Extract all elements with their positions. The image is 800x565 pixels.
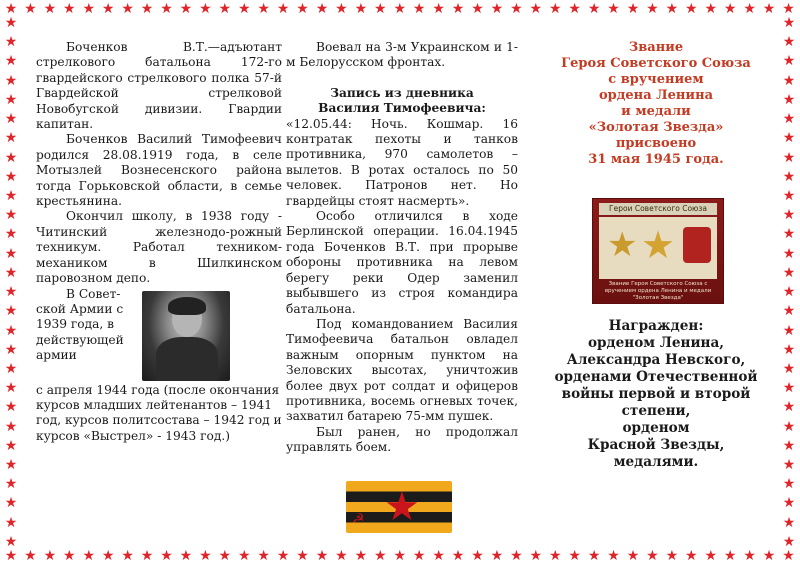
border-star-icon: ★ (4, 15, 18, 31)
award-line: войны первой и второй (561, 386, 751, 402)
border-star-icon: ★ (782, 168, 796, 185)
border-star-icon: ★ (121, 548, 134, 564)
photo-block (36, 287, 282, 383)
border-star-icon: ★ (432, 548, 445, 564)
border-star-icon: ★ (529, 548, 543, 564)
border-star-icon: ★ (4, 91, 18, 108)
bio-paragraph-2: Боченков Василий Тимофеевич родился 28.08.1919 года, в селе Мотызлей Вознесенского района тогда Горьковской области, в семье крестьянина. (36, 132, 282, 209)
border-star-icon: ★ (4, 533, 18, 550)
border-star-icon: ★ (4, 322, 18, 339)
border-star-icon: ★ (762, 1, 776, 17)
border-star-icon: ★ (101, 548, 115, 564)
border-star-icon: ★ (4, 245, 18, 262)
border-star-icon: ★ (4, 1, 18, 17)
border-star-icon: ★ (4, 111, 18, 128)
border-star-icon: ★ (160, 548, 173, 564)
border-star-icon: ★ (587, 1, 601, 17)
border-star-icon: ★ (335, 1, 348, 17)
border-star-icon: ★ (704, 1, 718, 17)
diary-heading-1: Запись из дневника (330, 85, 474, 100)
border-star-icon: ★ (782, 34, 796, 51)
border-star-icon: ★ (665, 548, 679, 564)
wounded-paragraph: Был ранен, но продолжал управлять боем. (286, 424, 518, 455)
border-star-icon: ★ (762, 548, 776, 564)
border-star-icon: ★ (704, 548, 718, 564)
border-star-icon: ★ (140, 548, 154, 564)
border-star-icon: ★ (782, 341, 796, 358)
border-star-icon: ★ (179, 548, 193, 564)
border-star-icon: ★ (82, 1, 96, 17)
border-star-icon: ★ (4, 53, 18, 70)
st-george-ribbon-emblem (346, 481, 452, 533)
title-line: 31 мая 1945 года. (588, 152, 724, 167)
portrait-photo (142, 291, 230, 381)
award-line: орденом Ленина, (587, 335, 725, 351)
border-star-icon: ★ (432, 1, 445, 17)
border-star-icon: ★ (782, 91, 796, 108)
medal-card-header: Герои Советского Союза (599, 203, 717, 215)
title-line: Героя Советского Союза (561, 56, 751, 71)
berlin-paragraph: Особо отличился в ходе Берлинской операции. 16.04.1945 года Боченков В.Т. при прорыве обороны противника на левом берегу реки Одер заменил выбывшего из строя командира батальона. (286, 209, 518, 316)
order-of-lenin-icon (683, 227, 711, 263)
border-star-icon: ★ (393, 1, 407, 17)
bottom-star-border (0, 549, 800, 565)
border-star-icon: ★ (4, 418, 18, 435)
award-line: Красной Звезды, (587, 437, 725, 453)
border-star-icon: ★ (4, 476, 18, 493)
border-star-icon: ★ (782, 53, 796, 70)
award-line: медалями. (613, 454, 699, 470)
border-star-icon: ★ (4, 437, 18, 454)
border-star-icon: ★ (4, 341, 18, 358)
border-star-icon: ★ (354, 548, 368, 564)
award-line: орденами Отечественной (554, 369, 758, 385)
border-star-icon: ★ (723, 1, 737, 17)
medals-image (592, 198, 724, 304)
title-line: и медали (621, 104, 691, 119)
border-star-icon: ★ (296, 1, 309, 17)
border-star-icon: ★ (4, 399, 18, 416)
border-star-icon: ★ (24, 548, 37, 564)
border-star-icon: ★ (529, 1, 543, 17)
border-star-icon: ★ (782, 533, 796, 550)
border-star-icon: ★ (4, 548, 18, 564)
left-star-border (3, 16, 19, 549)
border-star-icon: ★ (451, 1, 465, 17)
border-star-icon: ★ (393, 548, 407, 564)
border-star-icon: ★ (374, 548, 387, 564)
border-star-icon: ★ (4, 495, 18, 512)
border-star-icon: ★ (4, 168, 18, 185)
border-star-icon: ★ (782, 149, 796, 166)
border-star-icon: ★ (471, 548, 484, 564)
border-star-icon: ★ (510, 1, 523, 17)
hammer-sickle-icon: ☭ (352, 511, 365, 527)
border-star-icon: ★ (43, 1, 57, 17)
border-star-icon: ★ (257, 548, 270, 564)
border-star-icon: ★ (685, 1, 698, 17)
border-star-icon: ★ (63, 1, 76, 17)
border-star-icon: ★ (4, 34, 18, 51)
border-star-icon: ★ (237, 548, 251, 564)
border-star-icon: ★ (587, 548, 601, 564)
border-star-icon: ★ (782, 476, 796, 493)
border-star-icon: ★ (218, 1, 232, 17)
gold-star-medal-icon: ★ (641, 223, 676, 267)
border-star-icon: ★ (782, 264, 796, 281)
border-star-icon: ★ (782, 457, 796, 474)
border-star-icon: ★ (782, 284, 796, 301)
title-line: «Золотая Звезда» (588, 120, 724, 135)
border-star-icon: ★ (782, 399, 796, 416)
gold-star-medal-icon: ★ (607, 225, 638, 265)
title-line: с вручением (608, 72, 704, 87)
border-star-icon: ★ (743, 548, 756, 564)
border-star-icon: ★ (276, 548, 290, 564)
border-star-icon: ★ (782, 111, 796, 128)
biography-column (36, 40, 282, 444)
border-star-icon: ★ (199, 548, 212, 564)
border-star-icon: ★ (374, 1, 387, 17)
border-star-icon: ★ (510, 548, 523, 564)
army-text: В Совет-ской Армии с 1939 года, в действующей армии (36, 286, 124, 363)
award-line: степени, (621, 403, 691, 419)
border-star-icon: ★ (82, 548, 96, 564)
border-star-icon: ★ (685, 548, 698, 564)
border-star-icon: ★ (782, 360, 796, 377)
border-star-icon: ★ (4, 380, 18, 397)
border-star-icon: ★ (782, 207, 796, 224)
border-star-icon: ★ (237, 1, 251, 17)
award-line: орденом (622, 420, 690, 436)
border-star-icon: ★ (24, 1, 37, 17)
bio-paragraph-3: Окончил школу, в 1938 году - Читинский железнодо-рожный техникум. Работал техником-механиком в Шилкинском паровозном депо. (36, 209, 282, 286)
border-star-icon: ★ (412, 1, 426, 17)
border-star-icon: ★ (782, 495, 796, 512)
title-line: ордена Ленина (598, 88, 714, 103)
border-star-icon: ★ (782, 514, 796, 531)
hero-title (538, 40, 774, 168)
top-star-border (0, 2, 800, 18)
border-star-icon: ★ (782, 418, 796, 435)
bio-paragraph-1: Боченков В.Т.—адъютант стрелкового батальона 172-го гвардейского стрелкового полка 57-й Гвардейской стрелковой Новобугской дивизии. Гвардии капитан. (36, 40, 282, 132)
border-star-icon: ★ (199, 1, 212, 17)
border-star-icon: ★ (4, 187, 18, 204)
border-star-icon: ★ (490, 548, 504, 564)
border-star-icon: ★ (782, 322, 796, 339)
border-star-icon: ★ (782, 1, 795, 17)
medal-card-caption: Звание Героя Советского Союза с вручением ордена Ленина и медали "Золотая Звезда" (604, 281, 712, 301)
border-star-icon: ★ (548, 548, 562, 564)
border-star-icon: ★ (4, 72, 18, 89)
title-line: присвоено (615, 136, 697, 151)
war-column (286, 40, 518, 456)
border-star-icon: ★ (412, 548, 426, 564)
border-star-icon: ★ (4, 130, 18, 147)
border-star-icon: ★ (4, 360, 18, 377)
border-star-icon: ★ (4, 514, 18, 531)
border-star-icon: ★ (4, 303, 18, 320)
border-star-icon: ★ (568, 1, 581, 17)
border-star-icon: ★ (490, 1, 504, 17)
border-star-icon: ★ (140, 1, 154, 17)
border-star-icon: ★ (782, 437, 796, 454)
award-line: Александра Невского, (566, 352, 746, 368)
border-star-icon: ★ (4, 226, 18, 243)
border-star-icon: ★ (101, 1, 115, 17)
border-star-icon: ★ (471, 1, 484, 17)
awards-list (538, 318, 774, 471)
border-star-icon: ★ (782, 245, 796, 262)
border-star-icon: ★ (179, 1, 193, 17)
border-star-icon: ★ (782, 380, 796, 397)
border-star-icon: ★ (782, 15, 796, 31)
border-star-icon: ★ (451, 548, 465, 564)
title-line: Звание (628, 40, 684, 55)
battle-paragraph: Под командованием Василия Тимофеевича батальон овладел важным опорным пунктом на Зеловских высотах, уничтожив более двух рот солдат и офицеров противника, восемь огневых точек, захватил батарею 75-мм пушек. (286, 316, 518, 424)
border-star-icon: ★ (43, 548, 57, 564)
border-star-icon: ★ (296, 548, 309, 564)
border-star-icon: ★ (782, 226, 796, 243)
border-star-icon: ★ (548, 1, 562, 17)
border-star-icon: ★ (4, 457, 18, 474)
border-star-icon: ★ (665, 1, 679, 17)
border-star-icon: ★ (568, 548, 581, 564)
diary-entry: «12.05.44: Ночь. Кошмар. 16 контратак пехоты и танков противника, 970 самолетов – вылетов. В ротах осталось по 50 человек. Патронов нет. Но гвардейцы стоят насмерть». (286, 116, 518, 208)
army-text-continued: с апреля 1944 года (после окончания курсов младших лейтенантов – 1941 год, курсов политсостава – 1942 год и курсов «Выстрел» - 1943 год.) (36, 382, 282, 443)
border-star-icon: ★ (743, 1, 756, 17)
border-star-icon: ★ (315, 548, 329, 564)
fronts-paragraph: Воевал на 3-м Украинском и 1-м Белорусском фронтах. (286, 40, 518, 70)
border-star-icon: ★ (121, 1, 134, 17)
border-star-icon: ★ (257, 1, 270, 17)
border-star-icon: ★ (160, 1, 173, 17)
award-line: Награжден: (608, 318, 704, 334)
right-star-border (781, 16, 797, 549)
border-star-icon: ★ (218, 548, 232, 564)
border-star-icon: ★ (276, 1, 290, 17)
border-star-icon: ★ (4, 149, 18, 166)
border-star-icon: ★ (782, 130, 796, 147)
title-column (538, 40, 774, 168)
border-star-icon: ★ (335, 548, 348, 564)
border-star-icon: ★ (315, 1, 329, 17)
border-star-icon: ★ (63, 548, 76, 564)
order-star-icon: ★ (384, 484, 420, 530)
border-star-icon: ★ (723, 548, 737, 564)
border-star-icon: ★ (4, 284, 18, 301)
border-star-icon: ★ (782, 303, 796, 320)
border-star-icon: ★ (607, 548, 620, 564)
border-star-icon: ★ (646, 548, 659, 564)
border-star-icon: ★ (782, 187, 796, 204)
border-star-icon: ★ (4, 207, 18, 224)
border-star-icon: ★ (354, 1, 368, 17)
border-star-icon: ★ (782, 72, 796, 89)
border-star-icon: ★ (646, 1, 659, 17)
diary-heading-2: Василия Тимофеевича: (318, 101, 486, 116)
border-star-icon: ★ (4, 264, 18, 281)
border-star-icon: ★ (626, 548, 640, 564)
border-star-icon: ★ (782, 548, 795, 564)
border-star-icon: ★ (607, 1, 620, 17)
border-star-icon: ★ (626, 1, 640, 17)
